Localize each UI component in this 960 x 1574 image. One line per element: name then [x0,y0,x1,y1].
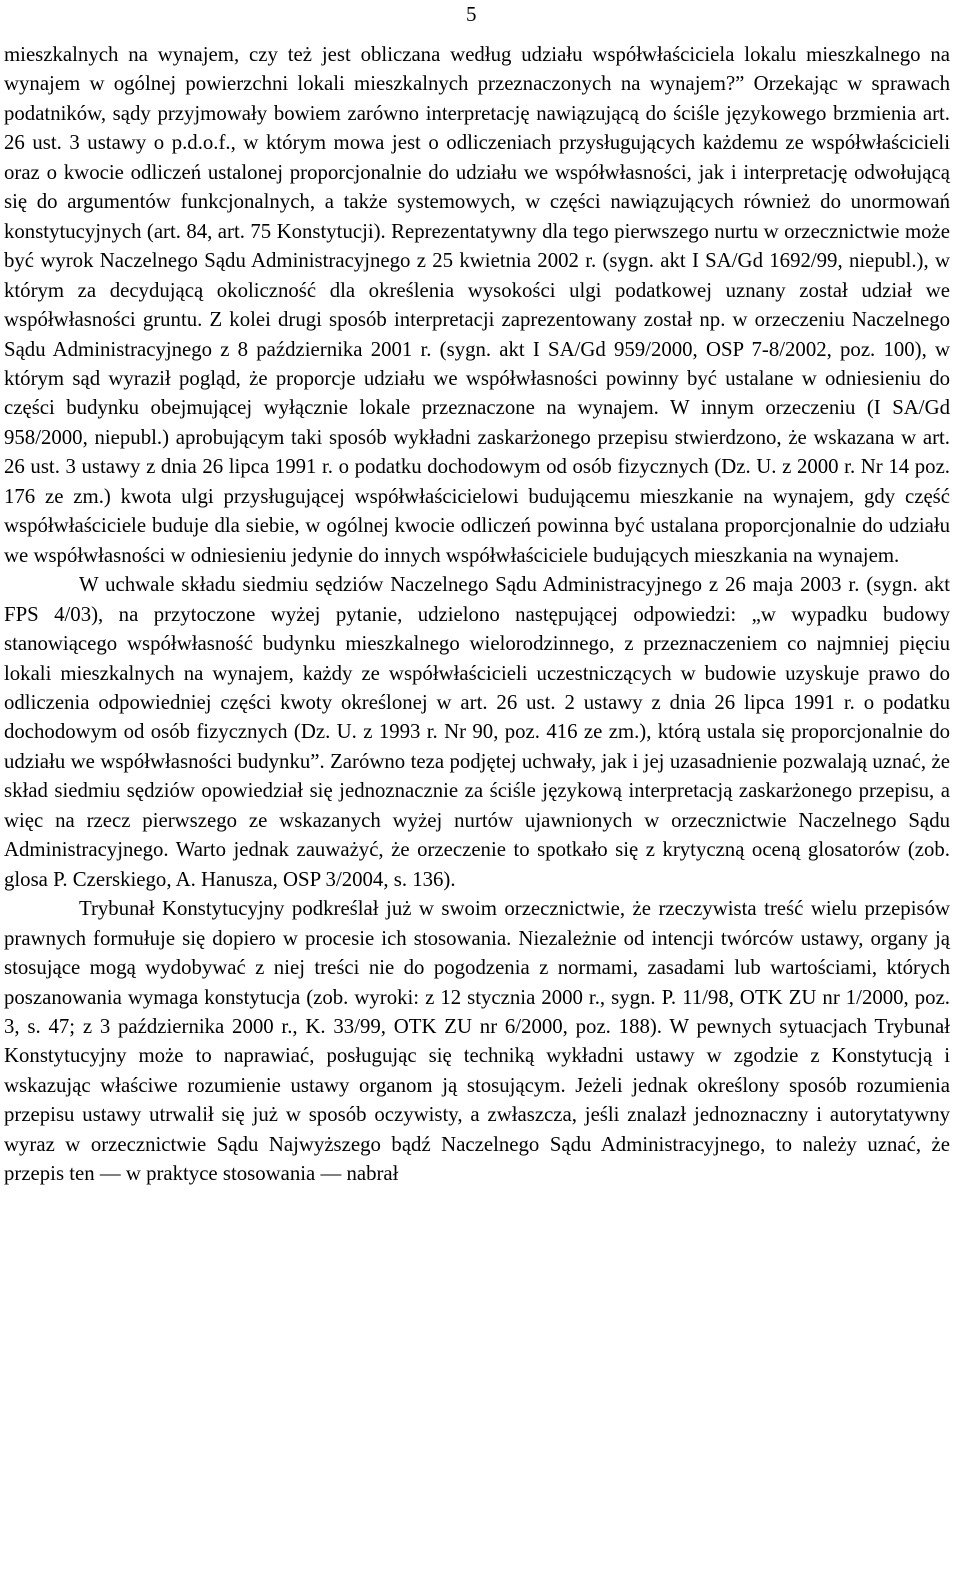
paragraph-2: W uchwale składu siedmiu sędziów Naczelnego Sądu Administracyjnego z 26 maja 2003 r. (sygn. akt FPS 4/03), na przytoczone wyżej pytanie, udzielono następującej odpowiedzi: „w wypadku budowy stanowiącego współwłasność budynku mieszkalnego wielorodzinnego, z przeznaczeniem co najmniej pięciu lokali mieszkalnych na wynajem, każdy ze współwłaścicieli uczestniczących w budowie uzyskuje prawo do odliczenia odpowiedniej części kwoty określonej w art. 26 ust. 2 ustawy z dnia 26 lipca 1991 r. o podatku dochodowym od osób fizycznych (Dz. U. z 1993 r. Nr 90, poz. 416 ze zm.), którą ustala się proporcjonalnie do udziału we współwłasności budynku”. Zarówno teza podjętej uchwały, jak i jej uzasadnienie pozwalają uznać, że skład siedmiu sędziów opowiedział się jednoznacznie za ściśle językową interpretacją zaskarżonego przepisu, a więc na rzecz pierwszego ze wskazanych wyżej nurtów ujawnionych w orzecznictwie Naczelnego Sądu Administracyjnego. Warto jednak zauważyć, że orzeczenie to spotkało się z krytyczną oceną glosatorów (zob. glosa P. Czerskiego, A. Hanusza, OSP 3/2004, s. 136). [4,573,950,891]
document-body [4,40,950,1189]
paragraph-3: Trybunał Konstytucyjny podkreślał już w swoim orzecznictwie, że rzeczywista treść wielu przepisów prawnych formułuje się dopiero w procesie ich stosowania. Niezależnie od intencji twórców ustawy, organy ją stosujące mogą wydobywać z niej treści nie do pogodzenia z normami, zasadami lub wartościami, których poszanowania wymaga konstytucja (zob. wyroki: z 12 stycznia 2000 r., sygn. P. 11/98, OTK ZU nr 1/2000, poz. 3, s. 47; z 3 października 2000 r., K. 33/99, OTK ZU nr 6/2000, poz. 188). W pewnych sytuacjach Trybunał Konstytucyjny może to naprawiać, posługując się techniką wykładni ustawy w zgodzie z Konstytucją i wskazując właściwe rozumienie ustawy organom ją stosującym. Jeżeli jednak określony sposób rozumienia przepisu ustawy utrwalił się już w sposób oczywisty, a zwłaszcza, jeśli znalazł jednoznaczny i autorytatywny wyraz w orzecznictwie Sądu Najwyższego bądź Naczelnego Sądu Administracyjnego, to należy uznać, że przepis ten — w praktyce stosowania — nabrał [4,897,950,1186]
page-number: 5 [466,2,477,26]
paragraph-1: mieszkalnych na wynajem, czy też jest obliczana według udziału współwłaściciela lokalu mieszkalnego na wynajem w ogólnej powierzchni lokali mieszkalnych przeznaczonych na wynajem?” Orzekając w sprawach podatników, sądy przyjmowały bowiem zarówno interpretację nawiązującą do ściśle językowego brzmienia art. 26 ust. 3 ustawy o p.d.o.f., w którym mowa jest o odliczeniach przysługujących każdemu ze współwłaścicieli oraz o kwocie odliczeń ustalonej proporcjonalnie do udziału we współwłasności, jak i interpretację odwołującą się do argumentów funkcjonalnych, a także systemowych, w części nawiązujących również do unormowań konstytucyjnych (art. 84, art. 75 Konstytucji). Reprezentatywny dla tego pierwszego nurtu w orzecznictwie może być wyrok Naczelnego Sądu Administracyjnego z 25 kwietnia 2002 r. (sygn. akt I SA/Gd 1692/99, niepubl.), w którym za decydującą okoliczność dla określenia wysokości ulgi podatkowej uznany został udział we współwłasności gruntu. Z kolei drugi sposób interpretacji zaprezentowany został np. w orzeczeniu Naczelnego Sądu Administracyjnego z 8 października 2001 r. (sygn. akt I SA/Gd 959/2000, OSP 7-8/2002, poz. 100), w którym sąd wyraził pogląd, że proporcje udziału we współwłasności powinny być ustalane w odniesieniu do części budynku obejmującej wyłącznie lokale przeznaczone na wynajem. W innym orzeczeniu (I SA/Gd 958/2000, niepubl.) aprobującym taki sposób wykładni zaskarżonego przepisu stwierdzono, że wskazana w art. 26 ust. 3 ustawy z dnia 26 lipca 1991 r. o podatku dochodowym od osób fizycznych (Dz. U. z 2000 r. Nr 14 poz. 176 ze zm.) kwota ulgi przysługującej współwłaścicielowi budującemu mieszkanie na wynajem, gdy część współwłaściciele buduje dla siebie, w ogólnej kwocie odliczeń powinna być ustalana proporcjonalnie do udziału we współwłasności w odniesieniu jedynie do innych współwłaściciele budujących mieszkania na wynajem. [4,43,950,567]
